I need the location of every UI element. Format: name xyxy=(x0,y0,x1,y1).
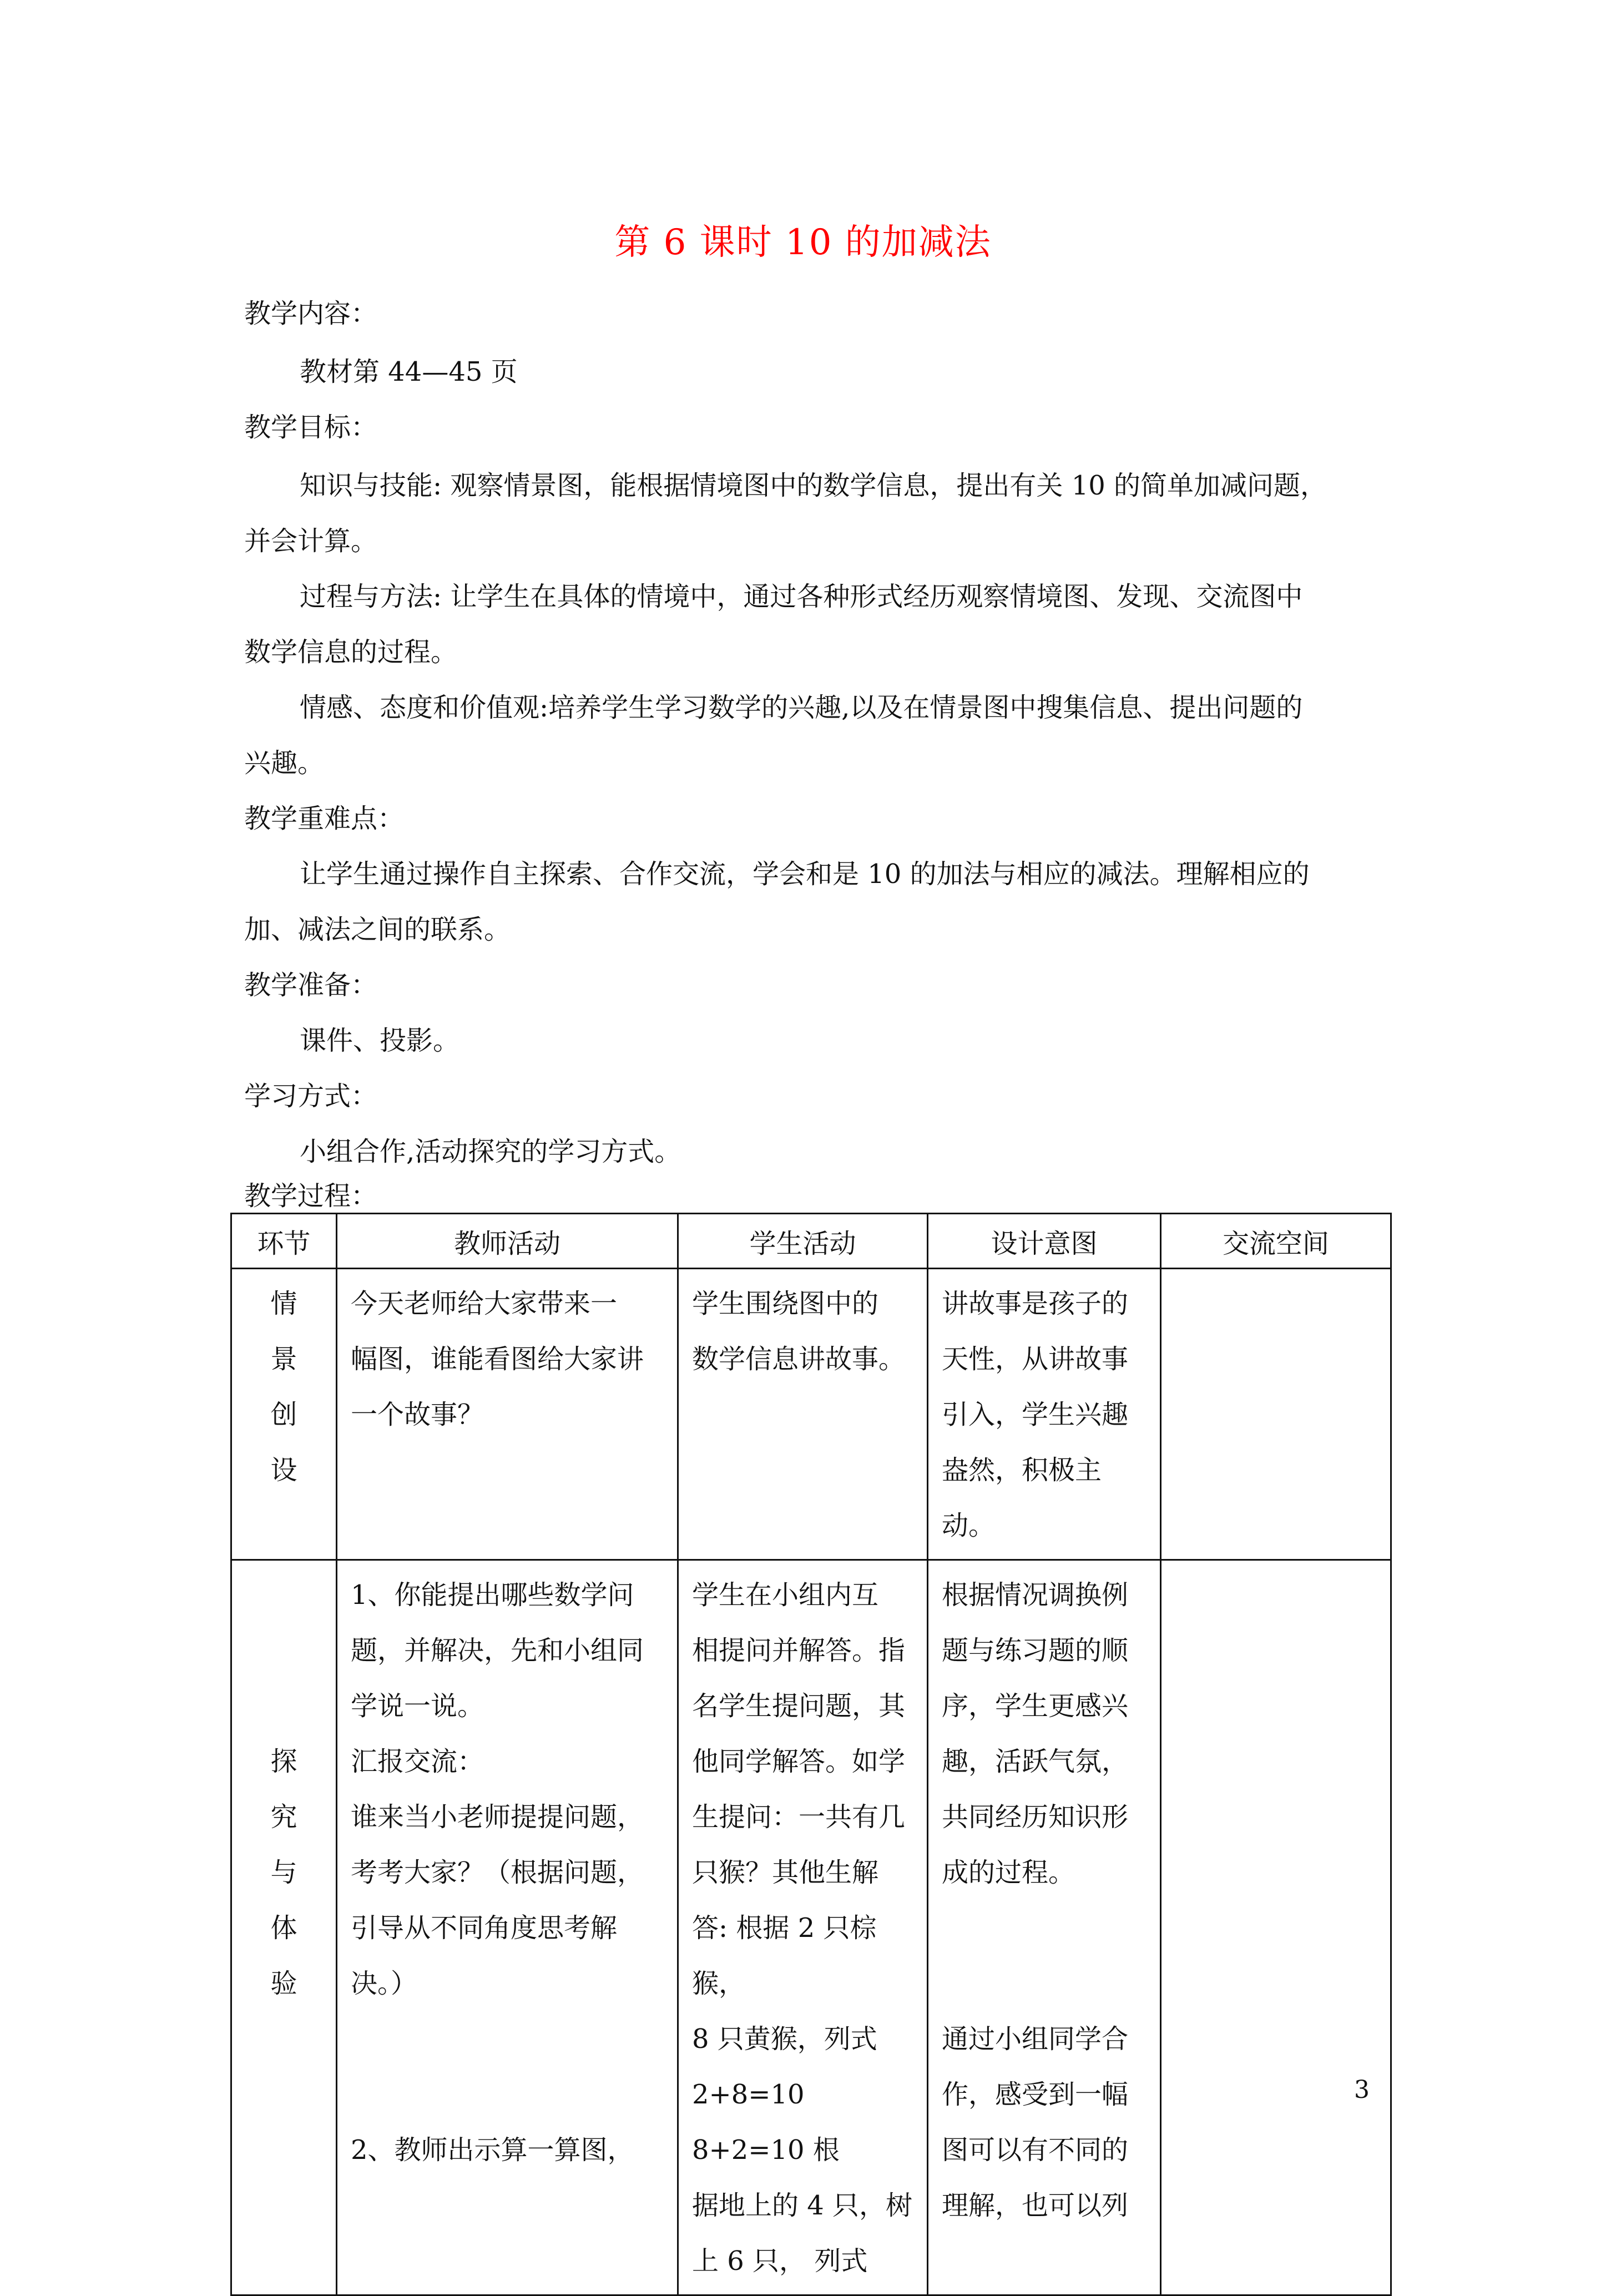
goal-process-line2: 数学信息的过程。 xyxy=(244,637,458,668)
page-number: 3 xyxy=(1354,2076,1370,2104)
key-line1: 让学生通过操作自主探索、合作交流，学会和是 10 的加法与相应的减法。理解相应的 xyxy=(300,859,1310,890)
header-stage: 环节 xyxy=(231,1214,337,1269)
row1-teacher: 今天老师给大家带来一 幅图，谁能看图给大家讲 一个故事？ xyxy=(351,1288,644,1430)
row2-intent: 根据情况调换例 题与练习题的顺 序，学生更感兴 趣，活跃气氛， 共同经历知识形 成的过程。 通过小组同学合 作，感受到一幅 图可以有不同的 理解，也可以列 xyxy=(942,1580,1129,2221)
row2-space xyxy=(1161,1561,1390,1573)
row1-space xyxy=(1161,1269,1390,1281)
goal-knowledge-line1: 知识与技能: 观察情景图，能根据情境图中的数学信息，提出有关 10 的简单加减问题， xyxy=(300,470,1327,501)
header-student-activity: 学生活动 xyxy=(678,1214,928,1269)
process-heading: 教学过程： xyxy=(244,1180,378,1212)
prep-heading: 教学准备： xyxy=(244,970,378,1001)
lesson-title: 第 6 课时 10 的加减法 xyxy=(614,222,992,263)
row2-stage: 探 究 与 体 验 xyxy=(270,1746,297,1999)
goal-knowledge-line2: 并会计算。 xyxy=(244,526,378,557)
content-heading: 教学内容： xyxy=(244,298,378,329)
prep-text: 课件、投影。 xyxy=(300,1025,460,1056)
row2-teacher: 1、你能提出哪些数学问 题，并解决，先和小组同 学说一说。 汇报交流： 谁来当小老师提提问题， 考考大家？（根据问题， 引导从不同角度思考解 决。） 2、教师出示算一算图， xyxy=(351,1580,644,2166)
header-teacher-activity: 教师活动 xyxy=(337,1214,678,1269)
method-text: 小组合作,活动探究的学习方式。 xyxy=(300,1136,681,1167)
method-heading: 学习方式： xyxy=(244,1081,378,1112)
table-header-row xyxy=(231,1214,1391,1269)
table-row xyxy=(231,1560,1391,2295)
row1-stage: 情 景 创 设 xyxy=(270,1288,297,1486)
goal-emotion-line1: 情感、态度和价值观:培养学生学习数学的兴趣,以及在情景图中搜集信息、提出问题的 xyxy=(300,692,1303,723)
key-line2: 加、减法之间的联系。 xyxy=(244,914,511,945)
header-discussion-space: 交流空间 xyxy=(1161,1214,1391,1269)
goal-process-line1: 过程与方法: 让学生在具体的情境中，通过各种形式经历观察情境图、发现、交流图中 xyxy=(300,581,1303,612)
lesson-process-table xyxy=(230,1213,1392,2296)
row1-student: 学生围绕图中的 数学信息讲故事。 xyxy=(692,1288,906,1375)
row1-intent: 讲故事是孩子的 天性，从讲故事 引入，学生兴趣 盎然，积极主动。 xyxy=(942,1288,1129,1541)
header-design-intent: 设计意图 xyxy=(928,1214,1161,1269)
goal-emotion-line2: 兴趣。 xyxy=(244,748,325,779)
key-heading: 教学重难点： xyxy=(244,803,405,834)
goals-heading: 教学目标： xyxy=(244,412,378,443)
content-text: 教材第 44—45 页 xyxy=(300,356,518,387)
row2-student: 学生在小组内互 相提问并解答。指 名学生提问题，其 他同学解答。如学 生提问：一共有几 只猴？其他生解 答: 根据 2 只棕猴， 8 只黄猴，列式 2+8=10 8+2=10 根 据地上的 4 只，树 上 6 只， 列式 xyxy=(692,1580,913,2277)
table-row xyxy=(231,1269,1391,1560)
